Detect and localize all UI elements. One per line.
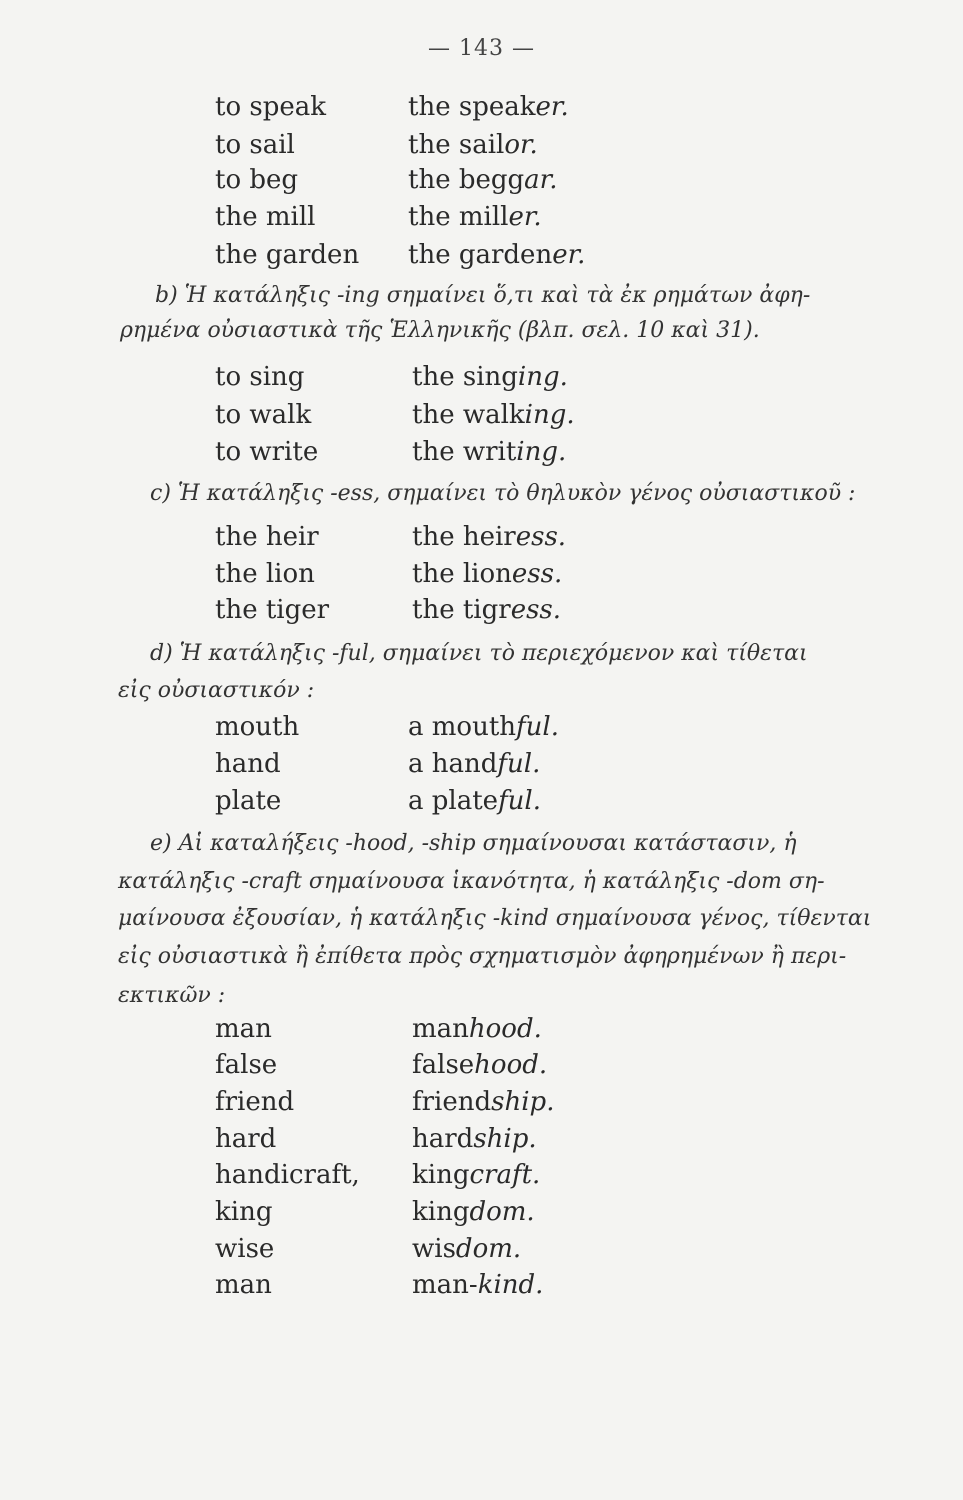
word-right: the speaker. [408, 92, 569, 122]
word-right: the lioness. [412, 559, 563, 589]
section-e-intro-line: εἰς οὐσιαστικὰ ἢ ἐπίθετα πρὸς σχηματισμὸν ἀφηρημένων ἢ περι- [118, 944, 847, 969]
word-right: kingcraft. [412, 1160, 541, 1190]
word-left: hand [215, 749, 281, 779]
word-left: to speak [215, 92, 326, 122]
word-right: the singing. [412, 362, 568, 392]
word-right: a plateful. [408, 786, 542, 816]
word-right: a mouthful. [408, 712, 559, 742]
section-e-intro-line: μαίνουσα ἐξουσίαν, ἡ κατάληξις -kind σημαίνουσα γένος, τίθενται [118, 906, 872, 931]
word-right: the writing. [412, 437, 567, 467]
section-d-intro-line: d) Ἡ κατάληξις -ful, σημαίνει τὸ περιεχόμενον καὶ τίθεται [150, 641, 808, 666]
word-left: the mill [215, 202, 316, 232]
word-right: the tigress. [412, 595, 562, 625]
section-e-intro-line: κατάληξις -craft σημαίνουσα ἱκανότητα, ἡ κατάληξις -dom ση- [118, 869, 825, 894]
section-b-intro-line: ρημένα οὐσιαστικὰ τῆς Ἑλληνικῆς (βλπ. σελ. 10 καὶ 31). [120, 318, 760, 343]
section-e-intro-line: εκτικῶν : [118, 983, 226, 1008]
word-right: man-kind. [412, 1270, 544, 1300]
word-left: the heir [215, 522, 319, 552]
word-right: the miller. [408, 202, 542, 232]
word-right: manhood. [412, 1014, 542, 1044]
word-left: man [215, 1014, 272, 1044]
word-left: to sing [215, 362, 305, 392]
word-left: false [215, 1050, 278, 1080]
word-right: the heiress. [412, 522, 567, 552]
section-d-intro-line: εἰς οὐσιαστικόν : [118, 678, 315, 703]
word-left: king [215, 1197, 273, 1227]
word-left: to write [215, 437, 319, 467]
word-left: the garden [215, 240, 360, 270]
word-left: to walk [215, 400, 312, 430]
word-left: to sail [215, 130, 295, 160]
word-left: man [215, 1270, 272, 1300]
word-right: the walking. [412, 400, 575, 430]
word-right: the gardener. [408, 240, 586, 270]
word-right: hardship. [412, 1124, 537, 1154]
page-number: — 143 — [428, 36, 535, 61]
word-right: a handful. [408, 749, 541, 779]
word-left: friend [215, 1087, 295, 1117]
word-left: mouth [215, 712, 300, 742]
word-left: wise [215, 1234, 275, 1264]
word-right: the beggar. [408, 165, 558, 195]
word-right: kingdom. [412, 1197, 535, 1227]
word-left: the tiger [215, 595, 330, 625]
word-right: the sailor. [408, 130, 538, 160]
section-c-intro: c) Ἡ κατάληξις -ess, σημαίνει τὸ θηλυκὸν γένος οὐσιαστικοῦ : [150, 481, 856, 506]
section-e-intro-line: e) Αἱ καταλήξεις -hood, -ship σημαίνουσαι κατάστασιν, ἡ [150, 831, 797, 856]
word-left: the lion [215, 559, 315, 589]
word-right: friendship. [412, 1087, 555, 1117]
word-left: to beg [215, 165, 299, 195]
word-right: wisdom. [412, 1234, 522, 1264]
section-b-intro-line: b) Ἡ κατάληξις -ing σημαίνει ὅ,τι καὶ τὰ ἐκ ρημάτων ἀφη- [155, 283, 811, 308]
word-right: falsehood. [412, 1050, 548, 1080]
word-left: hard [215, 1124, 277, 1154]
word-left: plate [215, 786, 282, 816]
word-left: handicraft, [215, 1160, 360, 1190]
